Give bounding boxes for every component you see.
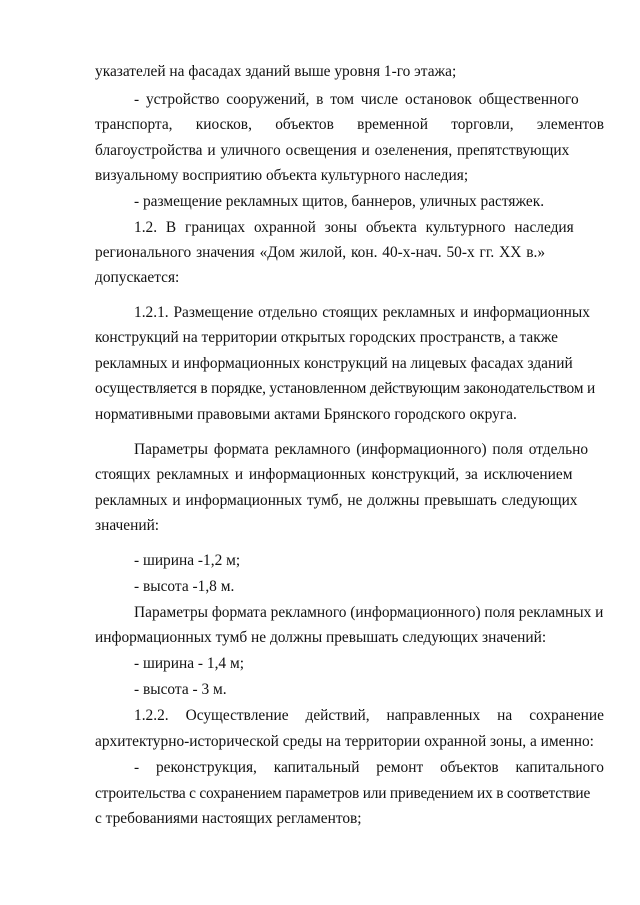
word: капитальный <box>273 759 360 776</box>
list-item: - устройство сооружений, в том числе остановок общественного <box>134 91 579 108</box>
text-line: строительства с сохранением параметров или приведением их в соответствие <box>95 785 591 802</box>
paragraph-start: Параметры формата рекламного (информационного) поля отдельно <box>134 441 589 458</box>
word: торговли, <box>451 116 514 133</box>
justified-line <box>134 758 604 778</box>
paragraph-start: Параметры формата рекламного (информационного) поля рекламных и <box>134 604 604 621</box>
text-line: конструкций на территории открытых городских пространств, а также <box>95 329 558 346</box>
word: на <box>497 707 513 724</box>
word: киосков, <box>195 116 252 133</box>
word: капитального <box>515 759 604 776</box>
text-line: значений: <box>95 517 160 534</box>
word: Осуществление <box>185 707 289 724</box>
word: ремонт <box>376 759 424 776</box>
text-line: информационных тумб не должны превышать следующих значений: <box>95 629 547 646</box>
text-line: регионального значения «Дом жилой, кон. 40-х-нач. 50-х гг. XX в.» <box>95 244 546 261</box>
section-heading-line: 1.2.1. Размещение отдельно стоящих рекламных и информационных <box>134 304 590 321</box>
text-line: нормативными правовыми актами Брянского городского округа. <box>95 406 517 423</box>
text-line: допускается: <box>95 269 180 286</box>
text-line: визуальному восприятию объекта культурного наследия; <box>95 167 469 184</box>
list-item: - ширина -1,2 м; <box>134 552 241 569</box>
word: реконструкция, <box>155 759 257 776</box>
text-line: рекламных и информационных конструкций на лицевых фасадах зданий <box>95 355 573 372</box>
word: объектов <box>275 116 334 133</box>
text-line: с требованиями настоящих регламентов; <box>95 810 362 827</box>
word: направленных <box>386 707 481 724</box>
word: 1.2.2. <box>134 707 169 724</box>
list-item: - высота - 3 м. <box>134 681 227 698</box>
word: объектов <box>439 759 499 776</box>
list-item: - высота -1,8 м. <box>134 578 235 595</box>
list-item: - размещение рекламных щитов, баннеров, уличных растяжек. <box>134 193 545 210</box>
word: - <box>134 759 140 776</box>
word: транспорта, <box>95 116 173 133</box>
word: сохранение <box>529 707 604 724</box>
text-line: архитектурно-исторической среды на территории охранной зоны, а именно: <box>95 733 594 750</box>
word: элементов <box>536 116 604 133</box>
text-line: осуществляется в порядке, установленном действующим законодательством и <box>95 380 595 397</box>
list-item: - ширина - 1,4 м; <box>134 655 244 672</box>
text-line: рекламных и информационных тумб, не должны превышать следующих <box>95 492 578 509</box>
text-line: благоустройства и уличного освещения и озеленения, препятствующих <box>95 142 570 159</box>
word: действий, <box>305 707 370 724</box>
text-line: указателей на фасадах зданий выше уровня 1-го этажа; <box>95 63 457 80</box>
section-heading-line: 1.2. В границах охранной зоны объекта культурного наследия <box>134 219 574 236</box>
text-line: стоящих рекламных и информационных конструкций, за исключением <box>95 466 573 483</box>
justified-line <box>95 115 604 135</box>
justified-line <box>134 706 604 726</box>
word: временной <box>357 116 428 133</box>
